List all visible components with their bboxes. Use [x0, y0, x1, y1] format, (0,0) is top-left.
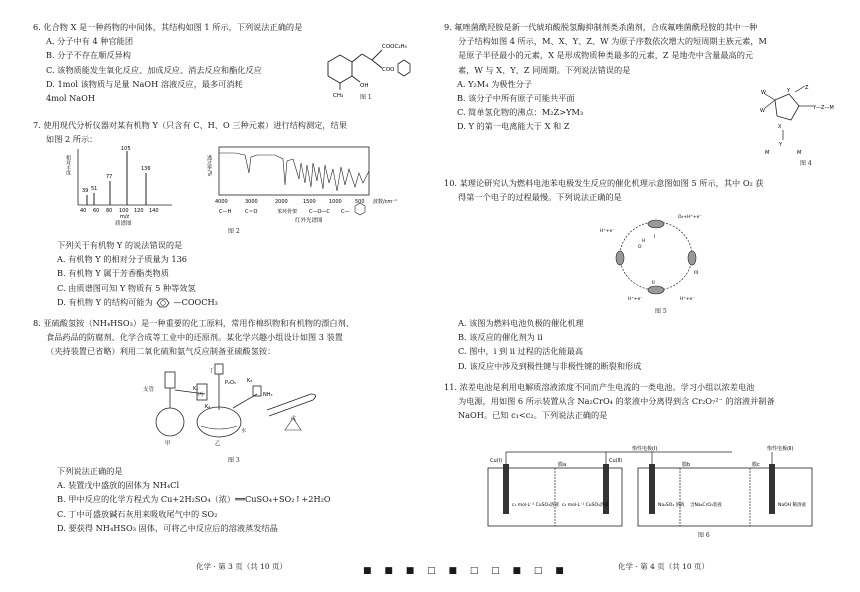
fig4-atom-m: M: [765, 150, 770, 156]
figure-6-caption: 图 6: [698, 532, 710, 539]
fig6-mem-b: 膜b: [682, 462, 691, 468]
ir-spectrum-chart: [205, 143, 425, 233]
q6-option-a: A. 分子中有 4 种官能团: [46, 36, 134, 47]
question-11-stem: [444, 380, 854, 423]
fig6-sol2: c₂ mol·L⁻¹ CuSO₄溶液: [562, 503, 609, 508]
fig5-label-o: O: [638, 245, 642, 250]
q10-stem-line-2: 得第一个电子的过程最慢。下列说法正确的是: [458, 192, 622, 203]
fig6-inert1: 惰性电极(Ⅰ): [632, 446, 658, 452]
figure-5-caption: 图 5: [655, 308, 667, 315]
q10-option-a: A. 该图为燃料电池负极的催化机理: [458, 318, 584, 328]
q6-option-c: C. 该物质能发生氧化反应、加成反应、消去反应和酯化反应: [46, 64, 262, 75]
q8-stem-line-2: 食品药品的防腐剂、化学合成等工业中的还原剂。某化学兴趣小组设计如图 3 装置: [46, 332, 343, 343]
question-10-options: [458, 316, 858, 373]
ms-xtick-100: 100: [119, 208, 129, 214]
fig5-label-h: H: [642, 239, 646, 244]
q8-option-d: D. 要获得 NH₄HSO₃ 固体，可将乙中反应后的溶液蒸发结晶: [57, 522, 278, 533]
ir-xtick-1500: 1500: [303, 199, 316, 205]
figure-2-caption: 图 2: [228, 228, 240, 235]
fig3-label-nh3: NH₃: [263, 392, 273, 398]
figure-4-caption: 图 4: [800, 160, 812, 167]
fig5-label-i: i: [654, 234, 656, 240]
ir-bond-co: C＝O: [245, 209, 258, 215]
q10-stem-line-1: 10. 某理论研究认为燃料电池苯电极发生反应的催化机理示意图如图 5 所示，其中 O₂ 获: [444, 178, 764, 188]
q10-option-c: C. 图中，i 到 ii 过程的活化能最高: [458, 346, 584, 357]
fig6-slurry: 含Na₂CrO₄浆液: [690, 503, 722, 508]
ms-xtick-140: 140: [149, 208, 159, 214]
q9-option-c: C. 简单氢化物的沸点：M₂Z>YM₃: [457, 107, 584, 118]
q9-option-d: D. Y 的第一电离能大于 X 和 Z: [457, 121, 570, 132]
left-page-footer: 化学 · 第 3 页（共 10 页）: [196, 562, 288, 571]
ir-bond-coc: C—O—C: [309, 209, 330, 215]
benzene-ring-icon: [155, 298, 173, 308]
fig6-cu1: Cu(Ⅰ): [490, 458, 503, 464]
q10-option-d: D. 该反应中涉及到极性键与非极性键的断裂和形成: [458, 360, 642, 371]
q7-question: 下列关于有机物 Y 的说法错误的是: [57, 240, 183, 250]
ir-title: 红外光谱图: [295, 218, 323, 224]
fig3-label-k3: K₃: [247, 378, 253, 384]
fig6-sol1: c₁ mol·L⁻¹ CuSO₄溶液: [512, 503, 559, 508]
ms-peak-label-51: 51: [91, 186, 98, 192]
ir-trace: [219, 153, 369, 191]
q11-stem-line-1: 11. 浓差电池是利用电解质溶液浓度不同而产生电流的一类电池。学习小组以浓差电池: [444, 382, 755, 392]
fig6-cu2: Cu(Ⅱ): [609, 458, 623, 464]
q7-option-d: [57, 295, 427, 309]
svg-text:M: M: [797, 150, 802, 156]
q9-option-a: A. Y₂M₄ 为极性分子: [457, 78, 533, 89]
q7-option-a: A. 有机物 Y 的相对分子质量为 136: [57, 254, 188, 265]
ir-xtick-4000: 4000: [215, 199, 228, 205]
fig3-label-jia: 甲: [165, 441, 171, 447]
figure-3-caption: 图 3: [228, 457, 240, 464]
q8-option-b: B. 甲中反应的化学方程式为 Cu+2H₂SO₄（浓）══CuSO₄+SO₂↑+2H₂O: [57, 494, 331, 505]
q8-option-a: A. 装置戊中盛放的固体为 NH₄Cl: [57, 480, 180, 491]
fig6-inert2: 惰性电极(Ⅱ): [767, 446, 794, 452]
ms-xtick-40: 40: [80, 208, 87, 214]
ir-xtick-500: 500: [355, 199, 365, 205]
q10-option-b: B. 该反应的催化剂为 ii: [458, 332, 543, 343]
q8-option-c: C. 丁中可盛放碱石灰用来吸收尾气中的 SO₂: [57, 508, 218, 519]
q7-option-d-text: D. 有机物 Y 的结构可能为: [57, 296, 153, 307]
ms-xlabel: m/z: [120, 214, 130, 220]
figure-5-mechanism: [598, 208, 716, 304]
figure-4-structure: [735, 84, 847, 162]
q6-fig-oh: OH: [360, 83, 369, 89]
svg-text:W: W: [760, 108, 765, 114]
ms-peak-label-136: 136: [141, 166, 151, 172]
figure-1-caption: 图 1: [360, 94, 372, 101]
ms-xtick-60: 60: [93, 208, 100, 214]
question-7-options: [57, 238, 427, 309]
q6-fig-coo: COOC₂H₅: [382, 44, 407, 50]
ir-bond-ring: 苯环骨架: [277, 209, 298, 215]
q9-stem-line-3: 是原子半径最小的元素，X 是形成物质种类最多的元素，Z 是地壳中含量最高的元: [458, 50, 754, 61]
fig3-label-p2o5: P₂O₅: [225, 380, 236, 386]
q7-stem-line-1: 7. 使用现代分析仪器对某有机物 Y（只含有 C、H、O 三种元素）进行结构测定，结果: [33, 120, 347, 130]
q7-stem-line-2: 如图 2 所示：: [46, 134, 98, 145]
fig3-label-k2: K₂: [205, 404, 211, 410]
q9-stem-line-2: 分子结构如图 4 所示，M、X、Y、Z、W 为原子序数依次增大的短周期主族元素，M: [458, 36, 767, 47]
ir-ylabel: 透过率/%: [206, 155, 212, 177]
fig6-naoh: NaOH 稀溶液: [778, 503, 806, 508]
page-marker-squares: ■ ■ ■ □ ■ □ □ ■ □ ■: [363, 566, 569, 576]
q8-stem-line-1: 8. 亚硫酸氢铵（NH₄HSO₃）是一种重要的化工原料，常用作棉织物和有机物的漂白剂、: [33, 318, 354, 328]
fig6-mem-a: 膜a: [558, 462, 567, 468]
fig4-atom-w: W: [761, 90, 766, 96]
fig4-atom-x: X: [778, 124, 782, 130]
figure-6-cells: [482, 440, 822, 540]
fig5-label-o2h: O₂+H⁺+e⁻: [678, 215, 702, 220]
question-8-stem: [33, 316, 428, 359]
fig3-label-ding: 丁: [209, 368, 215, 374]
ir-xtick-1000: 1000: [329, 199, 342, 205]
fig3-label-zhiguan: 支管: [143, 387, 155, 393]
q6-fig-ch3: CH₃: [333, 93, 344, 99]
fig3-label-yi: 乙: [215, 441, 221, 447]
ir-bond-c: C—: [341, 209, 350, 215]
q8-stem-line-3: （夹持装置已省略）利用二氧化硫和氨气反应制备亚硫酸氢铵：: [46, 346, 276, 357]
ms-title: 质谱图: [115, 221, 132, 227]
fig5-label-hplus-3: H⁺+e⁻: [680, 297, 695, 302]
fig3-label-k1: K₁: [193, 386, 199, 392]
q11-stem-line-2: 为电源，用如图 6 所示装置从含 Na₂CrO₄ 的浆液中分离得到含 Cr₂O₇²⁻ 的溶液并制备: [458, 396, 775, 407]
q11-stem-line-3: NaOH。已知 c₁<c₂。下列说法正确的是: [458, 410, 608, 421]
ms-peaks: [87, 151, 146, 205]
fig5-label-hplus-2: H⁺+e⁻: [628, 297, 643, 302]
ms-peak-label-77: 77: [106, 174, 113, 180]
question-8-options: [57, 464, 427, 535]
right-page-footer: 化学 · 第 4 页（共 10 页）: [618, 562, 710, 571]
ms-xtick-120: 120: [134, 208, 144, 214]
fig3-label-bing: 丙: [198, 392, 204, 398]
mass-spectrum-chart: [60, 145, 180, 227]
question-10-stem: [444, 176, 854, 204]
ms-xtick-80: 80: [106, 208, 113, 214]
fig4-atom-z: Z: [805, 85, 809, 91]
svg-text:Y—Z—M: Y—Z—M: [813, 105, 834, 111]
q7-option-b: B. 有机物 Y 属于芳香酯类物质: [57, 268, 169, 279]
fig6-mem-c: 膜c: [752, 462, 760, 468]
fig5-label-ii: ii: [652, 280, 655, 286]
q7-option-c: C. 由质谱图可知 Y 物质有 5 种等效氢: [57, 282, 196, 293]
fig6-na2so4: Na₂SO₄ 溶液: [658, 503, 685, 508]
q9-option-b: B. 该分子中所有原子可能共平面: [457, 93, 575, 104]
fig4-atom-y: Y: [787, 88, 791, 94]
q6-option-d-cont: 4mol NaOH: [46, 93, 96, 104]
svg-text:Y: Y: [779, 142, 783, 148]
q6-stem: 6. 化合物 X 是一种药物的中间体，其结构如图 1 所示，下列说法正确的是: [33, 22, 303, 32]
q9-stem-line-4: 素，W 与 X、Y、Z 同周期。下列说法错误的是: [458, 64, 631, 75]
q9-stem-line-1: 9. 氟唑菌酰羟胺是新一代琥珀酸脱氢酶抑制剂类杀菌剂，合成氟唑菌酰羟胺的其中一种: [444, 22, 758, 32]
svg-text:COO: COO: [382, 67, 395, 73]
q6-option-b: B. 分子不存在顺反异构: [46, 50, 131, 61]
ms-ylabel: 相对丰度: [65, 155, 71, 175]
fig5-label-iii: iii: [694, 270, 699, 276]
q6-option-d: D. 1mol 该物质与足量 NaOH 溶液反应，最多可消耗: [46, 78, 243, 89]
fig5-label-hplus-1: H⁺+e⁻: [600, 229, 615, 234]
figure-3-apparatus: [135, 360, 330, 448]
q7-option-d-formula: —COOCH₃: [173, 296, 218, 307]
ir-xunit: 波数/cm⁻¹: [373, 199, 397, 205]
right-page: [430, 0, 860, 592]
ir-xtick-2000: 2000: [275, 199, 288, 205]
fig3-label-shui: 水: [241, 428, 247, 434]
ir-xtick-3000: 3000: [245, 199, 258, 205]
q8-question: 下列说法正确的是: [57, 466, 123, 476]
ms-peak-label-39: 39: [82, 188, 89, 194]
ms-peak-label-105: 105: [121, 146, 131, 152]
ir-bond-ch: C—H: [219, 209, 232, 215]
fig3-label-wu: 戊: [291, 416, 297, 422]
